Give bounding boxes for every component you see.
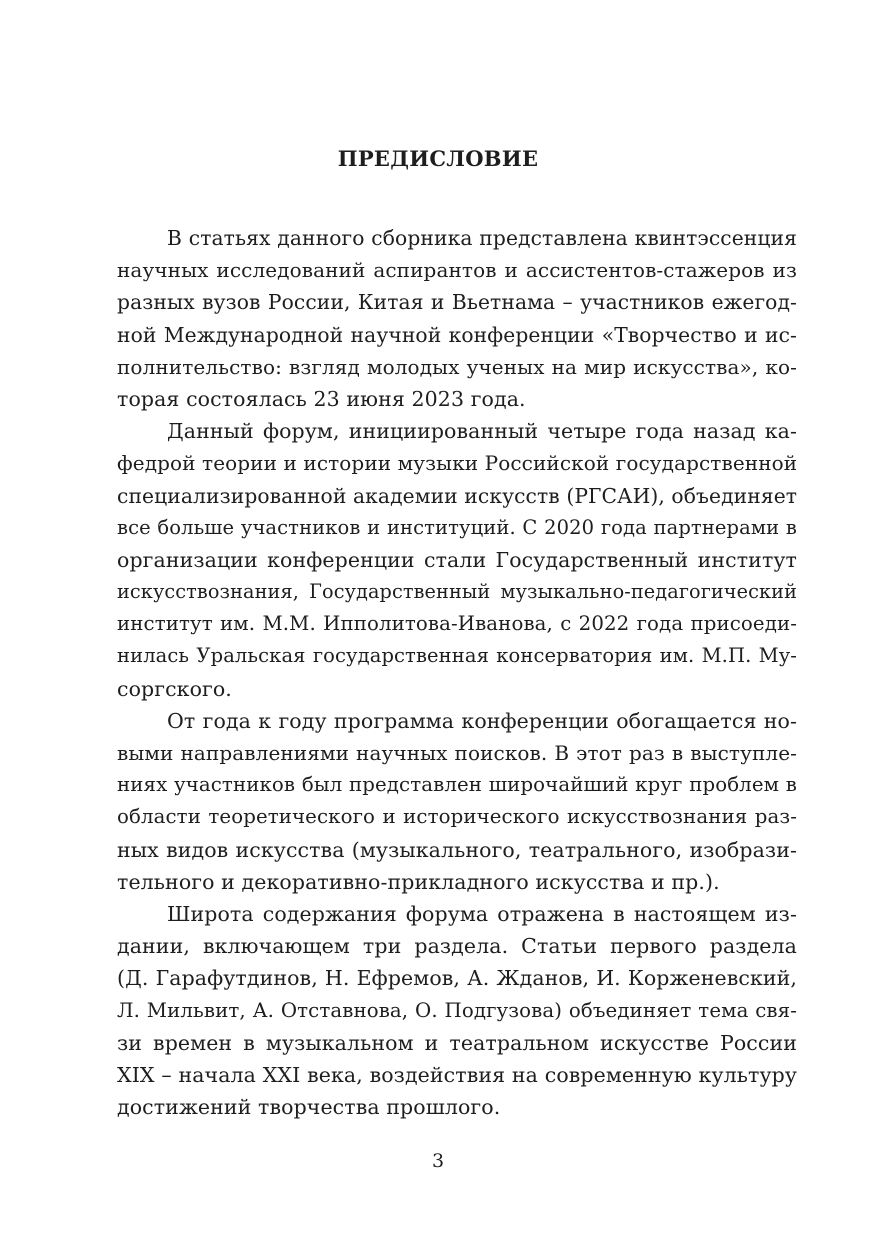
paragraph-3 — [117, 705, 797, 898]
paragraph-1 — [117, 222, 797, 415]
body-text — [117, 222, 797, 1123]
text-line: В статьях данного сборника представлена квинтэссенция — [167, 226, 797, 250]
text-line: тельного и декоративно-прикладного искусства и пр.). — [117, 869, 720, 894]
text-line: (Д. Гарафутдинов, Н. Ефремов, А. Жданов, И. Корженевский, — [117, 966, 797, 991]
text-line: научных исследований аспирантов и ассистентов-стажеров из — [117, 258, 797, 283]
page-number: 3 — [431, 1150, 445, 1172]
paragraph-4 — [117, 898, 797, 1123]
text-line: соргского. — [117, 676, 232, 701]
text-line: выми направлениями научных поисков. В этот раз в выступле- — [117, 741, 797, 765]
text-line: ной Международной научной конференции «Творчество и ис- — [117, 322, 797, 347]
text-line: ных видов искусства (музыкального, театрального, изобрази- — [117, 837, 797, 862]
text-line: организации конференции стали Государственный институт — [117, 547, 797, 572]
text-line: Данный форум, инициированный четыре года назад ка- — [167, 419, 797, 444]
paragraph-2 — [117, 415, 797, 705]
text-line: искусствознания, Государственный музыкально-педагогический — [117, 580, 797, 604]
text-line: федрой теории и истории музыки Российской государственной — [117, 451, 798, 476]
text-line: Широта содержания форума отражена в настоящем из- — [167, 901, 797, 926]
text-line: институт им. М.М. Ипполитова-Иванова, с 2022 года присоеди- — [117, 612, 797, 636]
text-line: достижений творчества прошлого. — [117, 1095, 501, 1120]
text-line: зи времен в музыкальном и театральном искусстве России — [117, 1030, 797, 1055]
text-line: Л. Мильвит, А. Отставнова, О. Подгузова) объединяет тема свя- — [117, 998, 797, 1022]
text-line: специализированной академии искусств (РГСАИ), объединяет — [117, 483, 798, 508]
text-line: полнительство: взгляд молодых ученых на мир искусства», ко- — [117, 354, 797, 379]
text-line: области теоретического и исторического искусствознания раз- — [117, 805, 797, 829]
text-line: От года к году программа конференции обогащается но- — [167, 708, 797, 733]
text-line: дании, включающем три раздела. Статьи первого раздела — [117, 934, 797, 959]
text-line: разных вузов России, Китая и Вьетнама – участников ежегод- — [117, 290, 797, 315]
text-line: XIX – начала XXI века, воздействия на современную культуру — [117, 1062, 797, 1087]
text-line: все больше участников и институций. С 2020 года партнерами в — [117, 515, 797, 539]
text-line: нилась Уральская государственная консерватория им. М.П. Му- — [117, 644, 797, 668]
text-line: ниях участников был представлен широчайший круг проблем в — [117, 773, 797, 797]
text-line: торая состоялась 23 июня 2023 года. — [117, 386, 526, 411]
page-title: ПРЕДИСЛОВИЕ — [337, 146, 539, 171]
